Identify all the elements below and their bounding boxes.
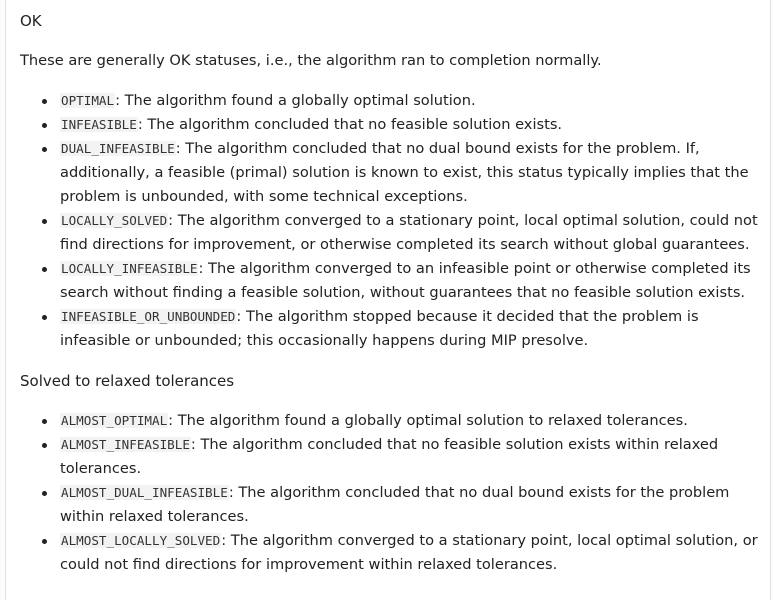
bullet-icon: [42, 219, 47, 224]
list-item: [20, 409, 772, 433]
bullet-icon: [42, 491, 47, 496]
status-description: : The algorithm found a globally optimal solution to relaxed tolerances.: [168, 412, 688, 429]
status-list: [20, 89, 772, 353]
status-code: ALMOST_OPTIMAL: [61, 413, 168, 428]
bullet-icon: [42, 443, 47, 448]
status-code: ALMOST_INFEASIBLE: [61, 437, 190, 452]
status-description: : The algorithm converged to an infeasible point or otherwise completed its search without finding a feasible solution, without guarantees that no feasible solution exists.: [60, 260, 751, 301]
list-item: [20, 89, 772, 113]
status-code: DUAL_INFEASIBLE: [61, 141, 175, 156]
section-heading: Solved to relaxed tolerances: [20, 372, 235, 390]
status-description: : The algorithm found a globally optimal solution.: [115, 92, 476, 109]
status-description: : The algorithm concluded that no feasible solution exists.: [137, 116, 563, 133]
document-frame: [5, 0, 771, 600]
status-description: : The algorithm converged to a stationary point, local optimal solution, could not find directions for improvement, or otherwise completed its search without global guarantees.: [60, 212, 758, 253]
list-item: [20, 305, 772, 353]
section-ok: [20, 9, 772, 353]
list-item: [20, 209, 772, 257]
list-item: [20, 529, 772, 577]
section-intro: These are generally OK statuses, i.e., the algorithm ran to completion normally.: [20, 52, 602, 69]
bullet-icon: [42, 147, 47, 152]
status-code: LOCALLY_SOLVED: [61, 213, 168, 228]
list-item: [20, 481, 772, 529]
bullet-icon: [42, 99, 47, 104]
section-relaxed-tolerances: [20, 369, 772, 577]
bullet-icon: [42, 539, 47, 544]
status-code: ALMOST_LOCALLY_SOLVED: [61, 533, 221, 548]
document-content: [20, 9, 772, 593]
bullet-icon: [42, 123, 47, 128]
list-item: [20, 433, 772, 481]
status-description: : The algorithm concluded that no dual bound exists for the problem. If, additionally, a feasible (primal) solution is known to exist, this status typically implies that the problem is unbounded, with some technical exceptions.: [60, 140, 749, 205]
section-heading: OK: [20, 12, 42, 30]
status-code: INFEASIBLE: [61, 117, 137, 132]
list-item: [20, 113, 772, 137]
status-description: : The algorithm concluded that no dual bound exists for the problem within relaxed tolerances.: [60, 484, 730, 525]
bullet-icon: [42, 267, 47, 272]
status-code: LOCALLY_INFEASIBLE: [61, 261, 198, 276]
bullet-icon: [42, 419, 47, 424]
status-code: INFEASIBLE_OR_UNBOUNDED: [61, 309, 236, 324]
list-item: [20, 137, 772, 209]
status-code: ALMOST_DUAL_INFEASIBLE: [61, 485, 228, 500]
status-list: [20, 409, 772, 577]
status-description: : The algorithm converged to a stationary point, local optimal solution, or could not find directions for improvement within relaxed tolerances.: [60, 532, 758, 573]
bullet-icon: [42, 315, 47, 320]
status-description: : The algorithm concluded that no feasible solution exists within relaxed tolerances.: [60, 436, 719, 477]
status-code: OPTIMAL: [61, 93, 115, 108]
list-item: [20, 257, 772, 305]
status-description: : The algorithm stopped because it decided that the problem is infeasible or unbounded; this occasionally happens during MIP presolve.: [60, 308, 699, 349]
